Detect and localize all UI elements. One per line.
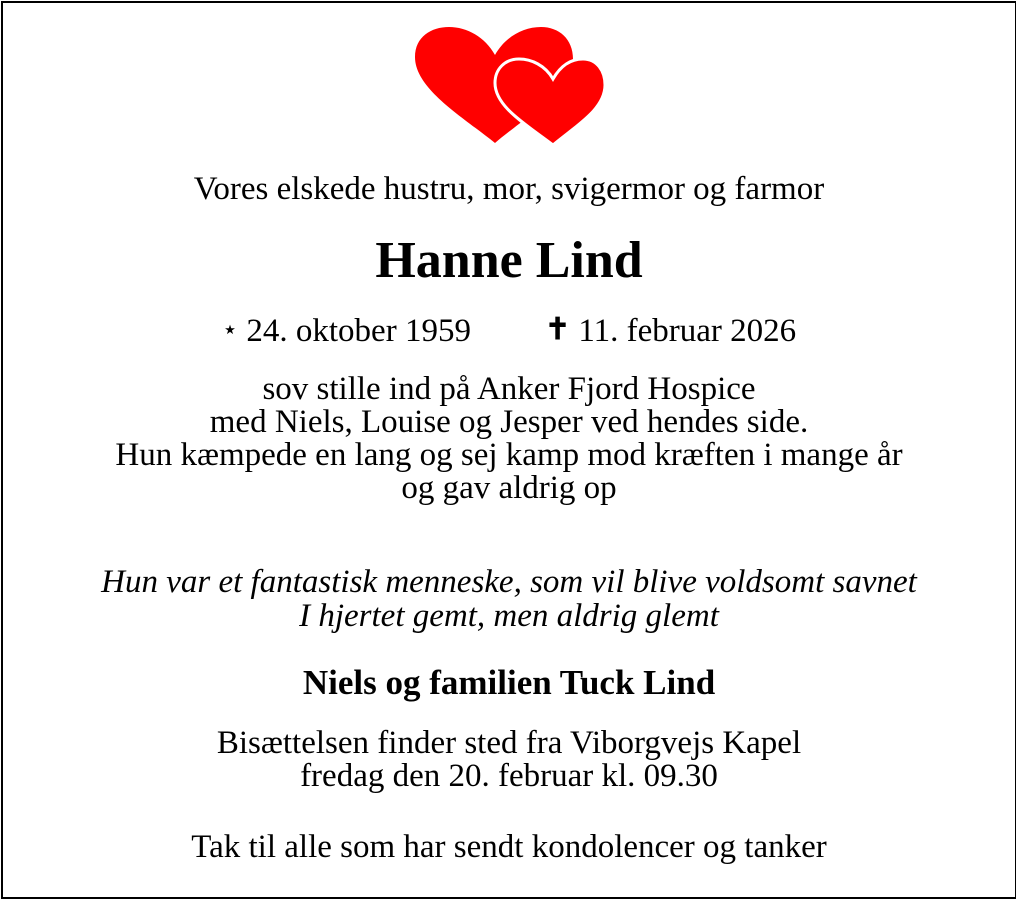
family-signature: Niels og familien Tuck Lind <box>302 663 716 702</box>
intro-text: Vores elskede hustru, mor, svigermor og farmor <box>193 171 825 207</box>
funeral-line: fredag den 20. februar kl. 09.30 <box>300 758 718 794</box>
funeral-line: Bisættelsen finder sted fra Viborgvejs Kapel <box>216 725 802 761</box>
passing-line: sov stille ind på Anker Fjord Hospice <box>262 371 756 407</box>
star-icon: ⋆ <box>221 315 239 344</box>
birth-date: 24. oktober 1959 <box>246 313 471 349</box>
passing-line: og gav aldrig op <box>401 470 617 506</box>
tribute-line: Hun var et fantastisk menneske, som vil blive voldsomt savnet <box>101 564 917 600</box>
tribute-paragraph <box>3 565 1015 633</box>
passing-paragraph <box>3 373 1015 505</box>
obituary-notice <box>1 1 1016 899</box>
notice-content <box>3 3 1015 897</box>
two-hearts-icon <box>409 25 609 147</box>
deceased-name: Hanne Lind <box>375 232 643 289</box>
passing-line: Hun kæmpede en lang og sej kamp mod kræften i mange år <box>115 437 903 473</box>
dates-row <box>3 311 1015 353</box>
cross-icon: ✝ <box>544 313 571 346</box>
thanks-text: Tak til alle som har sendt kondolencer og tanker <box>191 829 827 865</box>
death-date: 11. februar 2026 <box>578 313 797 349</box>
tribute-line: I hjertet gemt, men aldrig glemt <box>299 598 719 634</box>
passing-line: med Niels, Louise og Jesper ved hendes side. <box>209 404 809 440</box>
funeral-paragraph <box>3 727 1015 793</box>
